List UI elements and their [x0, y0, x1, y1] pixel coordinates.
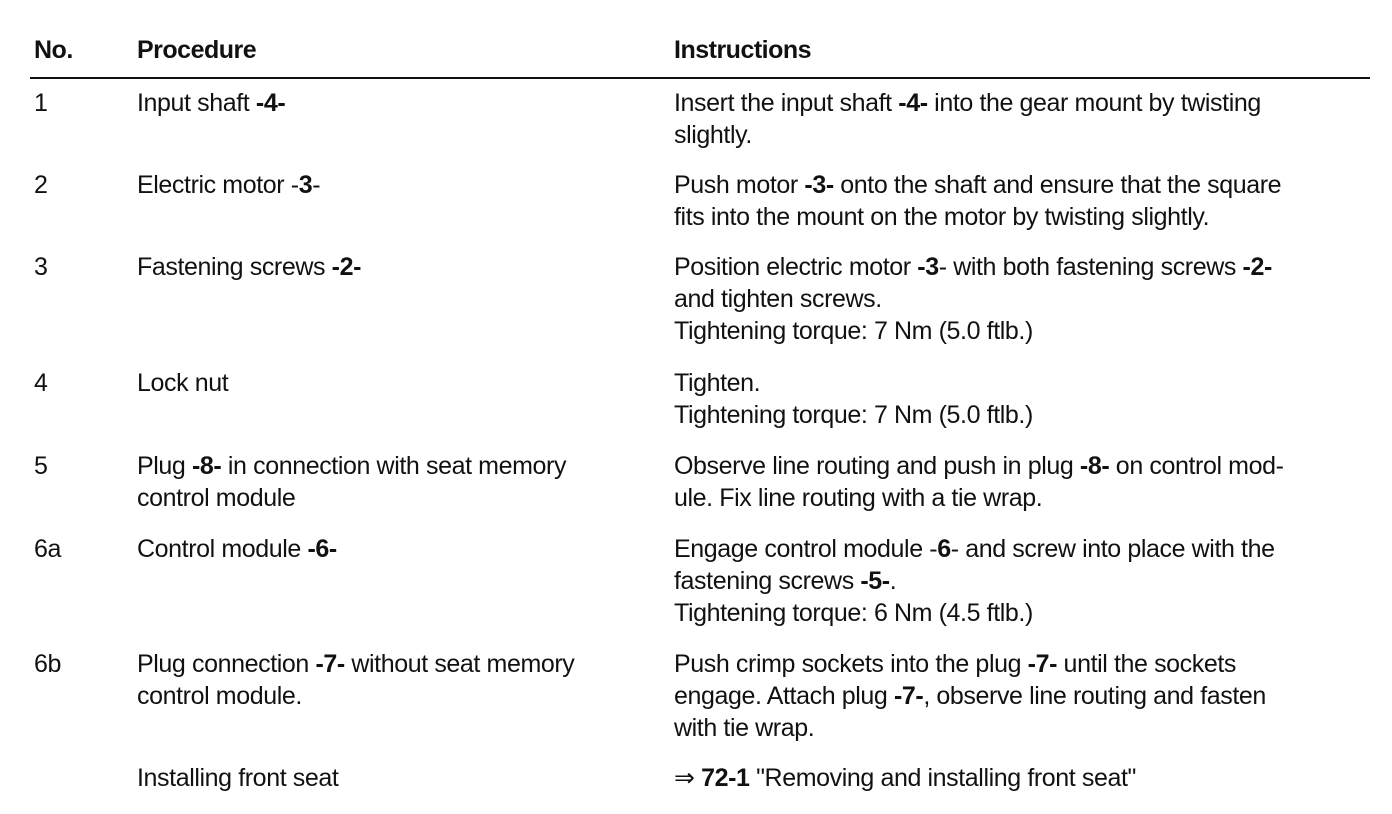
step-number: 3 [34, 253, 48, 281]
step-number: 2 [34, 171, 48, 199]
procedure-line [137, 367, 637, 399]
step-number: 5 [34, 452, 48, 480]
text-segment: ⇒ [674, 764, 702, 792]
text-segment: , observe line routing and fasten [923, 682, 1266, 710]
part-reference: 72-1 [701, 764, 750, 792]
procedure-line [137, 762, 637, 794]
procedure-line [137, 87, 637, 119]
instructions-line [674, 565, 1364, 597]
instructions-cell [674, 762, 1364, 794]
step-number: 6a [34, 535, 62, 563]
text-segment: - [312, 171, 321, 199]
text-segment: - and screw into place with the [950, 535, 1275, 563]
part-reference: -6- [307, 535, 337, 563]
instructions-line [674, 315, 1364, 347]
text-segment: Tighten. [674, 369, 761, 397]
text-segment: without seat memory [344, 650, 575, 678]
procedure-line [137, 169, 637, 201]
procedure-line [137, 533, 637, 565]
procedure-cell [137, 367, 637, 399]
text-segment: Tightening torque: 7 Nm (5.0 ftlb.) [674, 317, 1033, 345]
part-reference: -3- [804, 171, 834, 199]
procedure-cell [137, 762, 637, 794]
procedure-cell [137, 251, 637, 283]
step-number: 4 [34, 369, 48, 397]
part-reference: -8- [1079, 452, 1110, 480]
text-segment: - with both fastening screws [938, 253, 1243, 281]
procedure-cell [137, 648, 637, 712]
header-procedure: Procedure [137, 36, 257, 64]
text-segment: Plug connection [137, 650, 316, 678]
text-segment: with tie wrap. [674, 714, 815, 742]
part-reference: -4- [898, 89, 928, 117]
text-segment: . [889, 567, 897, 595]
text-segment: Tightening torque: 7 Nm (5.0 ftlb.) [674, 401, 1033, 429]
instructions-line [674, 169, 1364, 201]
procedure-cell [137, 87, 637, 119]
instructions-line [674, 283, 1364, 315]
text-segment: Lock nut [137, 369, 229, 397]
text-segment: slightly. [674, 121, 752, 149]
part-reference: -7- [893, 682, 924, 710]
part-reference: -4- [255, 89, 286, 117]
step-number: 1 [34, 89, 48, 117]
part-reference: -7- [315, 650, 345, 678]
text-segment: ule. Fix line routing with a tie wrap. [674, 484, 1043, 512]
text-segment: Push motor [674, 171, 805, 199]
text-segment: Position electric motor [674, 253, 918, 281]
header-instructions: Instructions [674, 36, 812, 64]
part-reference: -8- [191, 452, 222, 480]
part-reference: -3 [917, 253, 939, 281]
procedure-line [137, 251, 637, 283]
text-segment: and tighten screws. [674, 285, 882, 313]
text-segment: in connection with seat memory [221, 452, 567, 480]
text-segment: onto the shaft and ensure that the square [833, 171, 1282, 199]
instructions-cell [674, 251, 1364, 347]
step-number: 6b [34, 650, 62, 678]
procedure-line [137, 482, 637, 514]
procedure-cell [137, 169, 637, 201]
part-reference: 3 [298, 171, 313, 199]
instructions-line [674, 201, 1364, 233]
instructions-line [674, 648, 1364, 680]
instructions-line [674, 399, 1364, 431]
procedure-cell [137, 533, 637, 565]
text-segment: until the sockets [1057, 650, 1237, 678]
part-reference: 6 [937, 535, 951, 563]
procedure-line [137, 450, 637, 482]
header-rule [30, 77, 1370, 79]
text-segment: Installing front seat [137, 764, 339, 792]
instructions-line [674, 712, 1364, 744]
instructions-line [674, 597, 1364, 629]
text-segment: Tightening torque: 6 Nm (4.5 ftlb.) [674, 599, 1033, 627]
procedure-cell [137, 450, 637, 514]
text-segment: Push crimp sockets into the plug [674, 650, 1028, 678]
text-segment: Plug [137, 452, 192, 480]
text-segment: control module. [137, 682, 302, 710]
text-segment: Fastening screws [137, 253, 332, 281]
instructions-cell [674, 367, 1364, 431]
text-segment: engage. Attach plug [674, 682, 894, 710]
instructions-line [674, 762, 1364, 794]
part-reference: -2- [331, 253, 362, 281]
instructions-line [674, 680, 1364, 712]
part-reference: -5- [860, 567, 890, 595]
text-segment: Engage control module - [674, 535, 938, 563]
instructions-cell [674, 87, 1364, 151]
instructions-line [674, 367, 1364, 399]
text-segment: control module [137, 484, 296, 512]
table-header [0, 36, 1392, 72]
text-segment: Control module [137, 535, 308, 563]
instructions-line [674, 482, 1364, 514]
procedure-line [137, 648, 637, 680]
text-segment: into the gear mount by twisting [927, 89, 1261, 117]
text-segment: on control mod- [1109, 452, 1284, 480]
part-reference: -7- [1027, 650, 1058, 678]
text-segment: Input shaft [137, 89, 256, 117]
part-reference: -2- [1242, 253, 1272, 281]
text-segment: Insert the input shaft [674, 89, 899, 117]
instructions-line [674, 251, 1364, 283]
instructions-cell [674, 533, 1364, 629]
instructions-line [674, 119, 1364, 151]
instructions-cell [674, 450, 1364, 514]
text-segment: Observe line routing and push in plug [674, 452, 1080, 480]
text-segment: Electric motor - [137, 171, 299, 199]
text-segment: fastening screws [674, 567, 861, 595]
instructions-line [674, 533, 1364, 565]
text-segment: fits into the mount on the motor by twisting slightly. [674, 203, 1210, 231]
instructions-cell [674, 648, 1364, 744]
instructions-line [674, 450, 1364, 482]
procedure-line [137, 680, 637, 712]
text-segment: "Removing and installing front seat" [749, 764, 1137, 792]
header-no: No. [34, 36, 73, 64]
instructions-cell [674, 169, 1364, 233]
instructions-line [674, 87, 1364, 119]
